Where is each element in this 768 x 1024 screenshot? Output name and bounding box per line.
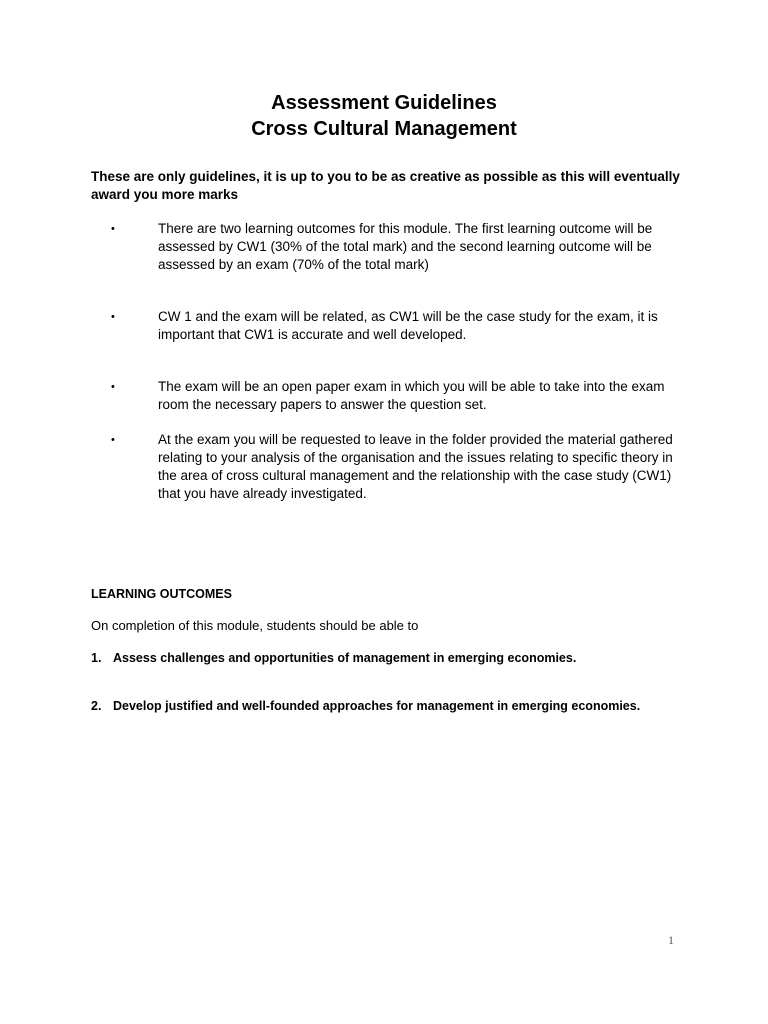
bullet-text: There are two learning outcomes for this module. The first learning outcome will be assessed by CW1 (30% of the total mark) and the second learning outcome will be assessed by an exam (70% of the total mark): [158, 221, 653, 272]
page-number: 1: [668, 933, 674, 947]
bullet-icon: •: [111, 311, 115, 323]
bullet-icon: •: [111, 223, 115, 235]
outcome-number: 2.: [91, 699, 102, 713]
document-title: Assessment Guidelines: [271, 92, 497, 114]
intro-text: These are only guidelines, it is up to you to be as creative as possible as this will eventually award you more marks: [91, 169, 680, 202]
learning-outcomes-heading: LEARNING OUTCOMES: [91, 587, 232, 601]
bullet-icon: •: [111, 434, 115, 446]
outcome-number: 1.: [91, 651, 102, 665]
bullet-text: CW 1 and the exam will be related, as CW1 will be the case study for the exam, it is important that CW1 is accurate and well developed.: [158, 309, 658, 342]
completion-text: On completion of this module, students should be able to: [91, 618, 419, 633]
bullet-text: The exam will be an open paper exam in which you will be able to take into the exam room the necessary papers to answer the question set.: [158, 379, 665, 412]
document-subtitle: Cross Cultural Management: [251, 118, 517, 140]
outcome-text: Develop justified and well-founded approaches for management in emerging economies.: [113, 699, 641, 713]
bullet-icon: •: [111, 381, 115, 393]
outcome-text: Assess challenges and opportunities of management in emerging economies.: [113, 651, 577, 665]
bullet-text: At the exam you will be requested to leave in the folder provided the material gathered relating to your analysis of the organisation and the issues relating to specific theory in the area of cross cultural management and the relationship with the case study (CW1) that you have already investigated.: [158, 432, 673, 501]
